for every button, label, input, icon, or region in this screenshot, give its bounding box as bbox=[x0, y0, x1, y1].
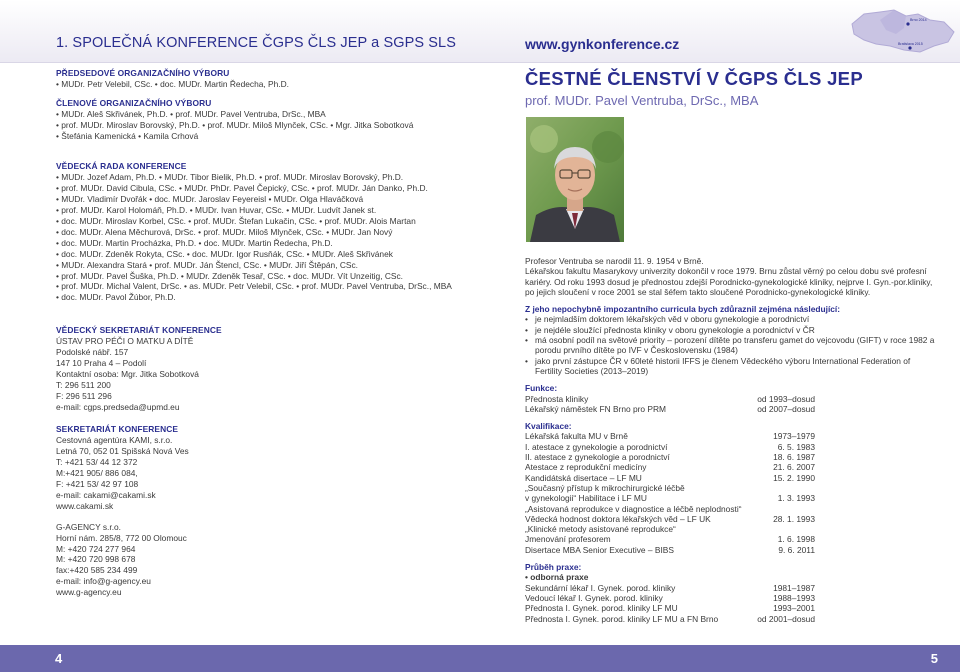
qualification: v gynekologii“ Habilitace i LF MU bbox=[525, 493, 647, 504]
table-row bbox=[525, 473, 815, 483]
list-line: • MUDr. Vladimír Dvořák • doc. MUDr. Jaroslav Feyereisl • MUDr. Olga Hlaváčková bbox=[56, 194, 364, 205]
career-subtitle: • odborná praxe bbox=[525, 572, 589, 583]
date: 6. 5. 1983 bbox=[777, 441, 815, 452]
email-link[interactable]: e-mail: info@g-agency.eu bbox=[56, 576, 151, 587]
list-line: • doc. MUDr. Miroslav Korbel, CSc. • prof. MUDr. Štefan Lukačin, CSc. • prof. MUDr. Alois Martan bbox=[56, 215, 416, 226]
fax-number: F: +421 53/ 42 97 108 bbox=[56, 479, 139, 489]
table-row bbox=[525, 593, 815, 603]
list-line: • MUDr. Jozef Adam, Ph.D. • MUDr. Tibor Bielik, Ph.D. • prof. MUDr. Miroslav Borovský, Ph.D. bbox=[56, 172, 404, 183]
section-title: PŘEDSEDOVÉ ORGANIZAČNÍHO VÝBORU bbox=[56, 68, 230, 78]
bio-paragraph bbox=[525, 256, 935, 297]
table-row bbox=[525, 614, 815, 624]
date: 1. 6. 1998 bbox=[777, 534, 815, 545]
bio-line: Lékařskou fakultu Masarykovy univerzity dokončil v roce 1979. Brnu zůstal věrný po celou dobu své profesní bbox=[525, 266, 927, 277]
position: Vedoucí lékař I. Gynek. porod. kliniky bbox=[525, 592, 663, 603]
page-header bbox=[0, 0, 960, 63]
map-graphic-icon bbox=[846, 6, 956, 58]
table-row bbox=[525, 603, 815, 613]
list-line: • prof. MUDr. Michal Valent, DrSc. • as. MUDr. Petr Velebil, CSc. • prof. MUDr. Pavel Ventruba, DrSc., MBA bbox=[56, 281, 452, 292]
list-line: • MUDr. Aleš Skřivánek, Ph.D. • prof. MUDr. Pavel Ventruba, DrSc., MBA bbox=[56, 108, 326, 119]
table-row bbox=[525, 462, 815, 472]
scientific-secretariat-section bbox=[56, 325, 461, 412]
qualification: Lékařská fakulta MU v Brně bbox=[525, 431, 628, 442]
section-title: ČLENOVÉ ORGANIZAČNÍHO VÝBORU bbox=[56, 97, 212, 108]
email-link[interactable]: e-mail: cakami@cakami.sk bbox=[56, 489, 156, 500]
page-number-right: 5 bbox=[930, 651, 938, 666]
period: 1981–1987 bbox=[773, 582, 815, 593]
agency-name: Cestovná agentúra KAMI, s.r.o. bbox=[56, 435, 173, 446]
contact-person: Kontaktní osoba: Mgr. Jitka Sobotková bbox=[56, 368, 199, 379]
fax-number: F: 296 511 296 bbox=[56, 390, 112, 401]
mobile-number: M: +420 720 998 678 bbox=[56, 554, 136, 565]
list-line: • doc. MUDr. Pavol Žúbor, Ph.D. bbox=[56, 292, 176, 303]
section-title: VĚDECKÝ SEKRETARIÁT KONFERENCE bbox=[56, 325, 222, 336]
address-line: Horní nám. 285/8, 772 00 Olomouc bbox=[56, 532, 187, 543]
date: 9. 6. 2011 bbox=[778, 544, 815, 555]
bio-line: po jejich sloučení v roce 2001 se stal šéfem takto sloučené Porodnicko-gynekologické kliniky. bbox=[525, 286, 871, 297]
list-line: • Štefánia Kamenická • Kamila Crhová bbox=[56, 130, 199, 141]
left-column bbox=[56, 68, 461, 606]
address-line: Letná 70, 052 01 Spišská Nová Ves bbox=[56, 446, 189, 457]
fax-number: fax:+420 585 234 499 bbox=[56, 565, 138, 576]
period: od 2001–dosud bbox=[757, 613, 815, 624]
list-line: • prof. MUDr. Karol Holomáň, Ph.D. • MUDr. Ivan Huvar, CSc. • MUDr. Ludvít Janek st. bbox=[56, 205, 377, 216]
qualification: Atestace z reprodukční medicíny bbox=[525, 462, 647, 473]
conference-secretariat-section bbox=[56, 424, 461, 511]
functions-title: Funkce: bbox=[525, 383, 558, 394]
page-number-left: 4 bbox=[55, 651, 63, 666]
table-row bbox=[525, 524, 815, 534]
date: 21. 6. 2007 bbox=[773, 462, 815, 473]
qualification: Kandidátská disertace – LF MU bbox=[525, 472, 642, 483]
table-row bbox=[525, 514, 815, 524]
career-title: Průběh praxe: bbox=[525, 562, 582, 573]
functions-section bbox=[525, 383, 935, 414]
list-line: • MUDr. Alexandra Stará • prof. MUDr. Ján Štencl, CSc. • MUDr. Jiří Štěpán, CSc. bbox=[56, 259, 359, 270]
section-title: SEKRETARIÁT KONFERENCE bbox=[56, 424, 179, 435]
portrait-photo bbox=[526, 117, 624, 242]
period: 1988–1993 bbox=[773, 592, 815, 603]
table-row bbox=[525, 493, 815, 503]
bio-line: kariéry. Od roku 1993 dosud je přednostou zdejší Porodnicko-gynekologické kliniky, nejprve I. Gyn.-por.kliniky, bbox=[525, 276, 933, 287]
period: 1993–2001 bbox=[773, 603, 815, 614]
section-title: VĚDECKÁ RADA KONFERENCE bbox=[56, 161, 187, 172]
aspect-item: • jako první zástupce ČR v 60leté historii IFFS je členem Vědeckého výboru International Federation of Fertility Societies (2013–2019) bbox=[525, 356, 935, 377]
mobile-number: M: +420 724 277 964 bbox=[56, 543, 136, 554]
phone-number: T: +421 53/ 44 12 372 bbox=[56, 457, 138, 468]
table-row bbox=[525, 442, 815, 452]
qualification: „Asistovaná reprodukce v diagnostice a léčbě neplodnosti“ bbox=[525, 503, 742, 514]
scientific-board-section bbox=[56, 161, 461, 303]
list-line: • doc. MUDr. Martin Procházka, Ph.D. • doc. MUDr. Martin Ředecha, Ph.D. bbox=[56, 237, 333, 248]
email-link[interactable]: e-mail: cgps.predseda@upmd.eu bbox=[56, 401, 180, 412]
table-row bbox=[525, 534, 815, 544]
list-line: • prof. MUDr. Pavel Šuška, Ph.D. • MUDr. Zdeněk Tesař, CSc. • doc. MUDr. Vít Unzeitig, CSc. bbox=[56, 270, 403, 281]
g-agency-section bbox=[56, 522, 461, 598]
list-line: • doc. MUDr. Zdeněk Rokyta, CSc. • doc. MUDr. Igor Rusňák, CSc. • MUDr. Aleš Skřivánek bbox=[56, 248, 393, 259]
date: 1973–1979 bbox=[773, 431, 815, 442]
qualification: Jmenování profesorem bbox=[525, 534, 611, 545]
date: 1. 3. 1993 bbox=[777, 493, 815, 504]
qualification: Vědecká hodnost doktora lékařských věd – LF UK bbox=[525, 513, 711, 524]
qualification: II. atestace z gynekologie a porodnictví bbox=[525, 452, 670, 463]
address-line: ÚSTAV PRO PÉČI O MATKU A DÍTĚ bbox=[56, 336, 194, 347]
list-line: • MUDr. Petr Velebil, CSc. • doc. MUDr. Martin Ředecha, Ph.D. bbox=[56, 78, 289, 89]
aspects-section bbox=[525, 304, 935, 376]
role: Lékařský náměstek FN Brno pro PRM bbox=[525, 403, 667, 414]
position: Sekundární lékař I. Gynek. porod. kliniky bbox=[525, 582, 676, 593]
mobile-number: M:+421 905/ 886 084, bbox=[56, 468, 138, 479]
table-row bbox=[525, 545, 815, 555]
honorary-membership-title: ČESTNÉ ČLENSTVÍ V ČGPS ČLS JEP bbox=[525, 68, 863, 89]
position: Přednosta I. Gynek. porod. kliniky LF MU a FN Brno bbox=[525, 613, 719, 624]
aspects-title: Z jeho nepochybně impozantního curricula bych zdůraznil zejména následující: bbox=[525, 304, 841, 315]
agency-name: G-AGENCY s.r.o. bbox=[56, 521, 121, 532]
period: od 1993–dosud bbox=[757, 393, 815, 404]
table-row bbox=[525, 583, 815, 593]
table-row bbox=[525, 483, 815, 493]
qualification: „Současný přístup k mikrochirurgické léčbě bbox=[525, 482, 685, 493]
qualifications-section bbox=[525, 421, 935, 555]
map-label-bratislava: Bratislava 2015 bbox=[898, 42, 923, 46]
map-label-brno: Brno 2014 bbox=[910, 18, 927, 22]
website-link[interactable]: www.cakami.sk bbox=[56, 500, 114, 511]
honoree-name: prof. MUDr. Pavel Ventruba, DrSc., MBA bbox=[525, 93, 759, 108]
career-section bbox=[525, 562, 935, 624]
bio-line: Profesor Ventruba se narodil 11. 9. 1954 v Brně. bbox=[525, 256, 704, 266]
position: Přednosta I. Gynek. porod. kliniky LF MU bbox=[525, 603, 678, 614]
date bbox=[768, 504, 815, 514]
date bbox=[768, 524, 815, 534]
date: 15. 2. 1990 bbox=[773, 472, 815, 483]
aspect-item: • je nejmladším doktorem lékařských věd v oboru gynekologie a porodnictví bbox=[525, 314, 935, 324]
table-row bbox=[525, 452, 815, 462]
aspect-item: • má osobní podíl na světové priority – porození dítěte po transferu gamet do vejcovodu (GIFT) v roce 1982 a porodu prvního dítěte po IVF v Československu (1984) bbox=[525, 335, 935, 356]
table-row bbox=[525, 504, 815, 514]
date: 28. 1. 1993 bbox=[773, 513, 815, 524]
list-line: • prof. MUDr. David Cibula, CSc. • MUDr. PhDr. Pavel Čepický, CSc. • prof. MUDr. Ján Danko, Ph.D. bbox=[56, 183, 428, 194]
biography-text bbox=[525, 256, 935, 631]
conference-url-link[interactable]: www.gynkonference.cz bbox=[525, 36, 680, 52]
list-line: • prof. MUDr. Miroslav Borovský, Ph.D. • prof. MUDr. Miloš Mlynček, CSc. • Mgr. Jitka Sobotková bbox=[56, 119, 414, 130]
qualification: I. atestace z gynekologie a porodnictví bbox=[525, 441, 668, 452]
page-footer bbox=[0, 645, 960, 672]
qualifications-title: Kvalifikace: bbox=[525, 421, 572, 432]
table-row bbox=[525, 404, 815, 414]
organizing-chairs-section bbox=[56, 68, 461, 90]
address-line: Podolské nábř. 157 bbox=[56, 347, 129, 358]
qualification: Disertace MBA Senior Executive – BIBS bbox=[525, 544, 674, 555]
phone-number: T: 296 511 200 bbox=[56, 379, 111, 390]
aspect-item: • je nejdéle sloužící přednosta kliniky v oboru gynekologie a porodnictví v ČR bbox=[525, 325, 935, 335]
website-link[interactable]: www.g-agency.eu bbox=[56, 587, 122, 598]
date: 18. 6. 1987 bbox=[773, 452, 815, 463]
date bbox=[768, 483, 815, 493]
organizing-members-section bbox=[56, 98, 461, 142]
role: Přednosta kliniky bbox=[525, 393, 589, 404]
table-row bbox=[525, 394, 815, 404]
qualification: „Klinické metody asistované reprodukce“ bbox=[525, 524, 676, 535]
table-row bbox=[525, 431, 815, 441]
period: od 2007–dosud bbox=[757, 403, 815, 414]
conference-title: 1. SPOLEČNÁ KONFERENCE ČGPS ČLS JEP a SGPS SLS bbox=[56, 35, 456, 51]
address-line: 147 10 Praha 4 – Podolí bbox=[56, 357, 147, 368]
list-line: • doc. MUDr. Alena Měchurová, DrSc. • prof. MUDr. Miloš Mlynček, CSc. • MUDr. Jan Nový bbox=[56, 226, 393, 237]
